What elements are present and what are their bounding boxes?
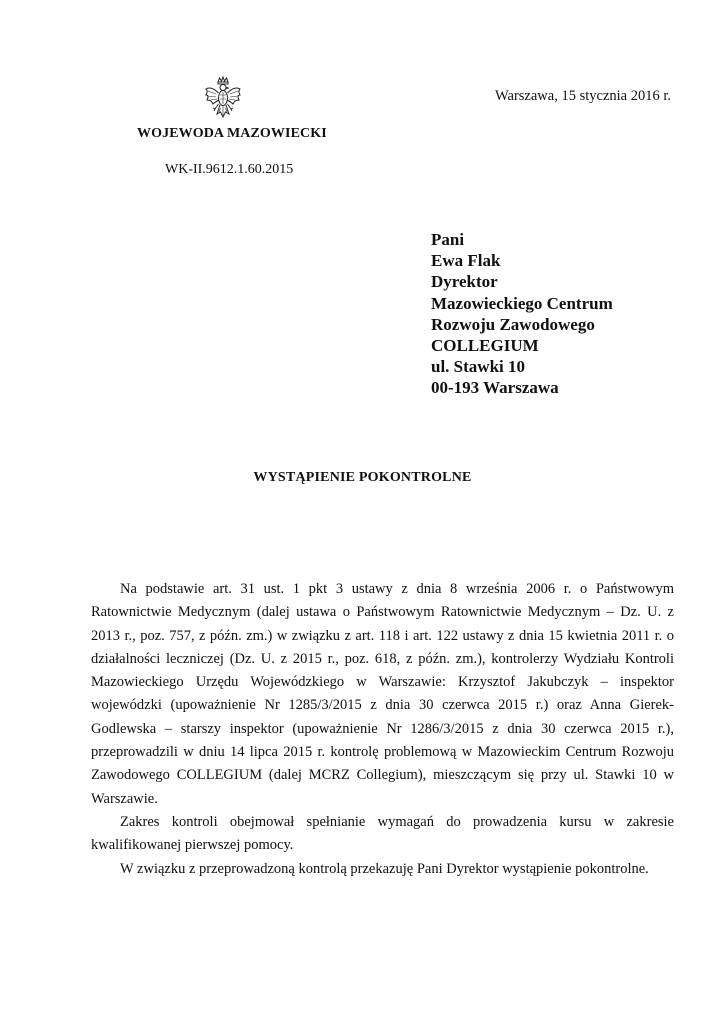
body-paragraph: Zakres kontroli obejmował spełnianie wymagań do prowadzenia kursu w zakresie kwalifikowanej pierwszej pomocy. <box>91 813 674 854</box>
reference-number: WK-II.9612.1.60.2015 <box>165 162 294 177</box>
polish-eagle-emblem-icon <box>204 76 242 122</box>
recipient-institution-line-3: COLLEGIUM <box>431 336 539 356</box>
body-paragraph: Na podstawie art. 31 ust. 1 pkt 3 ustawy z dnia 8 września 2006 r. o Państwowym Ratownictwie Medycznym (dalej ustawa o Państwowym Ratownictwie Medycznym – Dz. U. z 2013 r., poz. 757, z późn. zm.) w związku z art. 118 i art. 122 ustawy z dnia 15 kwietnia 2011 r. o działalności leczniczej (Dz. U. z 2015 r., poz. 618, z późn. zm.), kontrolerzy Wydziału Kontroli Mazowieckiego Urzędu Wojewódzkiego w Warszawie: Krzysztof Jakubczyk – inspektor wojewódzki (upoważnienie Nr 1285/3/2015 z dnia 30 czerwca 2015 r.) oraz Anna Gierek-Godlewska – starszy inspektor (upoważnienie Nr 1286/3/2015 z dnia 30 czerwca 2015 r.), przeprowadzili w dniu 14 lipca 2015 r. kontrolę problemową w Mazowieckim Centrum Rozwoju Zawodowego COLLEGIUM (dalej MCRZ Collegium), mieszczącym się przy ul. Stawki 10 w Warszawie. <box>91 581 674 807</box>
recipient-position: Dyrektor <box>431 272 498 292</box>
recipient-name: Ewa Flak <box>431 251 501 271</box>
issuer-name: WOJEWODA MAZOWIECKI <box>137 126 327 141</box>
body-paragraph: W związku z przeprowadzoną kontrolą przekazuję Pani Dyrektor wystąpienie pokontrolne. <box>120 860 649 877</box>
recipient-salutation: Pani <box>431 230 465 249</box>
letter-body <box>91 578 674 881</box>
recipient-street: ul. Stawki 10 <box>431 357 525 377</box>
letter-date: Warszawa, 15 stycznia 2016 r. <box>495 88 671 104</box>
recipient-institution-line-2: Rozwoju Zawodowego <box>431 314 595 334</box>
recipient-city: 00-193 Warszawa <box>431 378 559 398</box>
recipient-institution-line-1: Mazowieckiego Centrum <box>431 293 613 313</box>
recipient-address <box>431 229 613 399</box>
document-title: WYSTĄPIENIE POKONTROLNE <box>253 470 472 485</box>
